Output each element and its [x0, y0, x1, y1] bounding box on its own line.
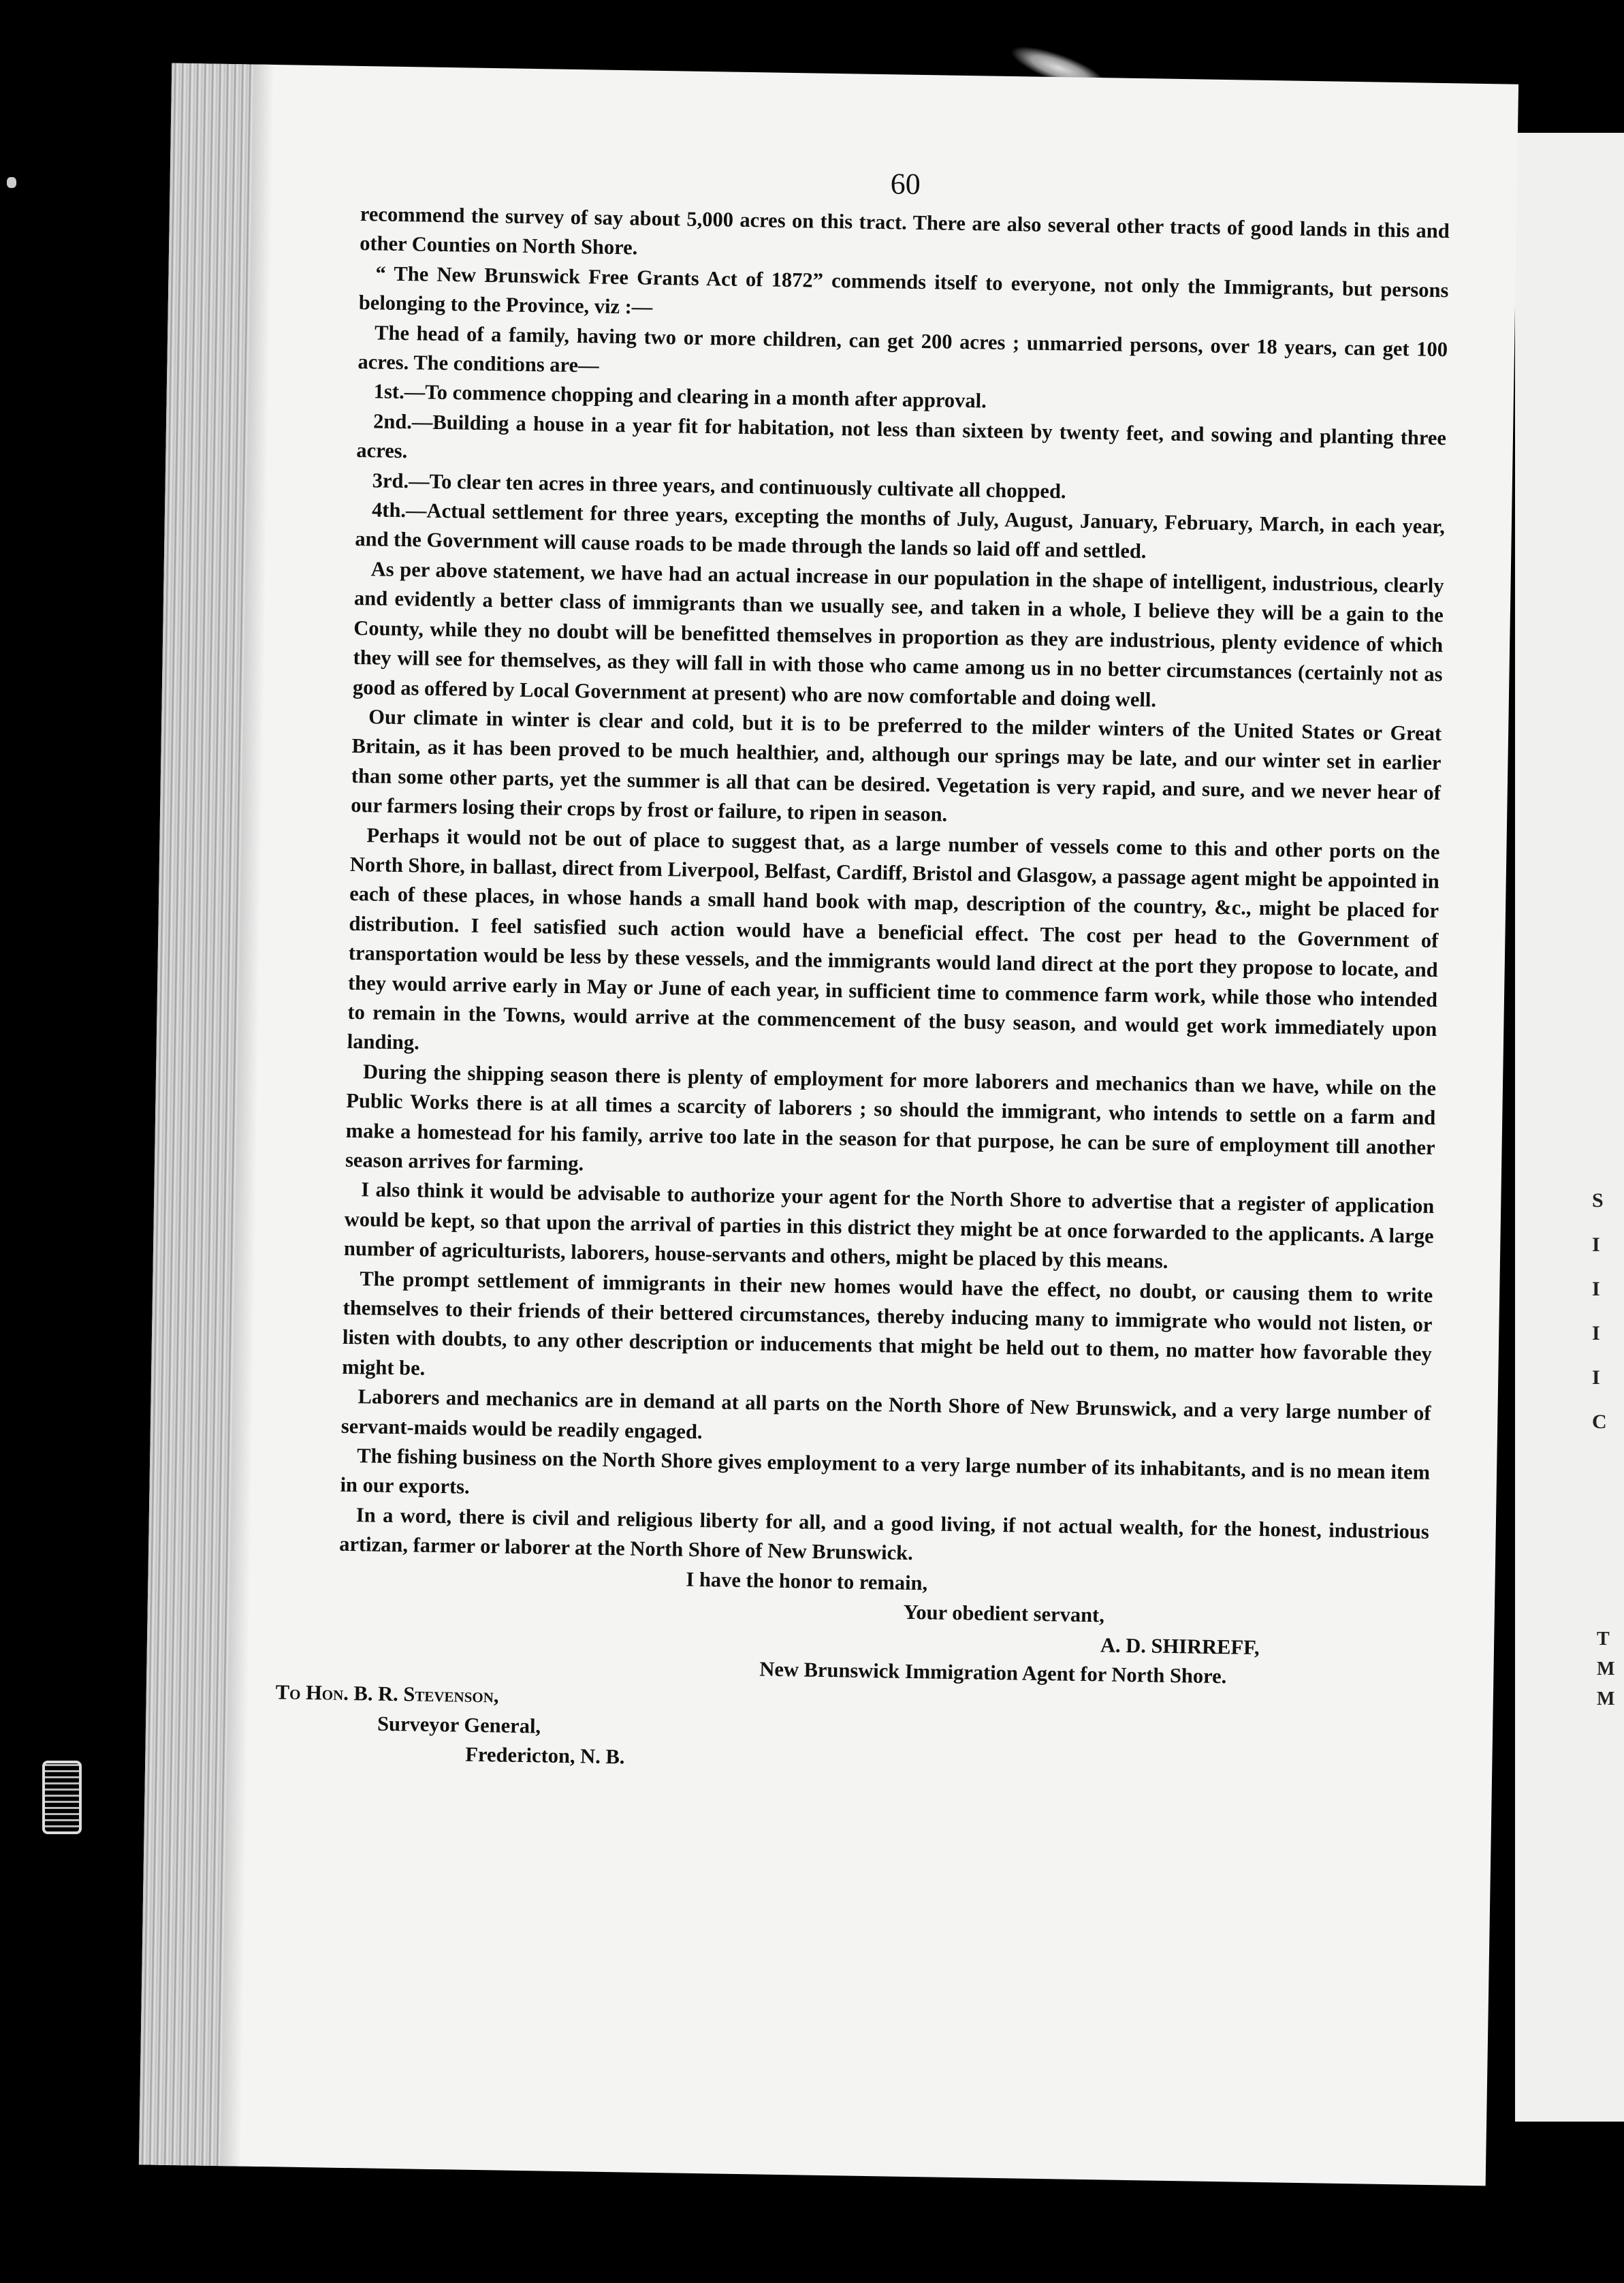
closing-remain: I have the honor to remain,: [686, 1567, 928, 1595]
scan-artifact-clip: [42, 1761, 82, 1834]
paragraph: I also think it would be advisable to authorize your agent for the North Shore to advertise that a register of application would be kept, so that upon the arrival of parties in this district they might be at once forwarded to the applicants. A large number of agriculturists, laborers, house-servants and others, might be placed by this means.: [343, 1178, 1435, 1274]
paragraph: As per above statement, we have had an actual increase in our population in the shape of intelligent, industrious, clearly and evidently a better class of immigrants than we usually see, and taken in a whole, I believe they will be a gain to the County, while they no doubt will be benefitted themselves in proportion as they are industrious, plenty evidence of which they will see for themselves, as they will fall in with those who came among us in no better circumstances (certainly not as good as offered by Local Government at present) who are now comfortable and doing well.: [352, 557, 1444, 711]
facing-page-letters-bottom: [1597, 1624, 1617, 1714]
scan-artifact-dot: [7, 177, 16, 188]
addressee-title: Surveyor General,: [377, 1712, 541, 1738]
paragraph: The head of a family, having two or more children, can get 200 acres ; unmarried persons, over 18 years, can get 100 acres. The conditions are—: [357, 321, 1448, 377]
paragraph: “ The New Brunswick Free Grants Act of 1872” commends itself to everyone, not only the Immigrants, but persons belonging to the Province, viz :—: [358, 262, 1449, 319]
paragraph: 2nd.—Building a house in a year fit for habitation, not less than sixteen by twenty feet, and sowing and planting three acres.: [356, 409, 1447, 463]
page-number: 60: [890, 167, 921, 201]
facing-letter: I: [1592, 1233, 1600, 1256]
facing-letter: I: [1592, 1322, 1600, 1344]
paragraph: Our climate in winter is clear and cold, but it is to be preferred to the milder winters of the United States or Great Britain, as it has been proved to be much healthier, and, although our springs may be late, and our winter set in earlier than some other parts, yet the summer is all that can be desired. Vegetation is very rapid, and sure, and we never hear of our farmers losing their crops by frost or failure, to ripen in season.: [351, 705, 1442, 826]
page-text-block: [275, 158, 1450, 1784]
paragraph: Perhaps it would not be out of place to suggest that, as a large number of vessels come to this and other ports on the North Shore, in ballast, direct from Liverpool, Belfast, Cardiff, Bristol and Glasgow, a passage agent might be appointed in each of these places, in whose hands a small hand book with map, description of the country, &c., might be placed for distribution. I feel satisfied such action would have a beneficial effect. The cost per head to the Government of transportation would be less by these vessels, and the immigrants would land direct at the port they propose to locate, and they would arrive early in May or June of each year, in sufficient time to commence farm work, while those who intended to remain in the Towns, would arrive at the commencement of the busy season, and would get work immediately upon landing.: [347, 823, 1440, 1054]
paragraph: recommend the survey of say about 5,000 acres on this tract. There are also several other tracts of good lands in this and other Counties on North Shore.: [359, 202, 1450, 259]
facing-letter: S: [1592, 1189, 1604, 1212]
facing-letter: M: [1597, 1658, 1615, 1680]
facing-page-edge: [1515, 133, 1624, 2122]
addressee-name: To Hon. B. R. Stevenson,: [275, 1680, 499, 1707]
facing-letter: I: [1592, 1366, 1600, 1389]
signature-name: A. D. SHIRREFF,: [1100, 1633, 1260, 1659]
facing-letter: I: [1592, 1278, 1600, 1300]
paragraph: 1st.—To commence chopping and clearing in a month after approval.: [373, 379, 987, 413]
paragraph: 3rd.—To clear ten acres in three years, and continuously cultivate all chopped.: [372, 469, 1066, 503]
addressee-city: Fredericton, N. B.: [465, 1742, 625, 1769]
paragraph: The prompt settlement of immigrants in their new homes would have the effect, no doubt, or causing them to write themselves to their friends of their bettered circumstances, thereby inducing many to immigrate who would not listen, or listen with doubts, to any other description or inducements that might be held out to them, no matter how favorable they might be.: [342, 1266, 1433, 1380]
facing-letter: C: [1592, 1411, 1607, 1433]
paragraph: During the shipping season there is plenty of employment for more laborers and mechanics than we have, while on the Public Works there is at all times a scarcity of laborers ; so should the immigrant, who intends to settle on a farm and make a homestead for his family, arrive too late in the season for that purpose, he can be sure of employment till another season arrives for farming.: [345, 1060, 1437, 1176]
facing-letter: T: [1597, 1628, 1610, 1650]
signature-title: New Brunswick Immigration Agent for North Shore.: [759, 1657, 1227, 1688]
facing-letter: M: [1597, 1688, 1615, 1710]
paragraph: In a word, there is civil and religious liberty for all, and a good living, if not actual wealth, for the honest, industrious artizan, farmer or laborer at the North Shore of New Brunswick.: [338, 1503, 1429, 1565]
paragraph: The fishing business on the North Shore gives employment to a very large number of its inhabitants, and is no mean item in our exports.: [340, 1444, 1431, 1499]
facing-page-letters-top: [1592, 1178, 1612, 1444]
paragraph: Laborers and mechanics are in demand at all parts on the North Shore of New Brunswick, and a very large number of servant-maids would be readily engaged.: [340, 1385, 1431, 1443]
closing-servant: Your obedient servant,: [903, 1600, 1105, 1627]
document-page: [139, 63, 1518, 2186]
paragraph: 4th.—Actual settlement for three years, excepting the months of July, August, January, February, March, in each year, and the Government will cause roads to be made through the lands so laid off and settled.: [355, 498, 1446, 563]
